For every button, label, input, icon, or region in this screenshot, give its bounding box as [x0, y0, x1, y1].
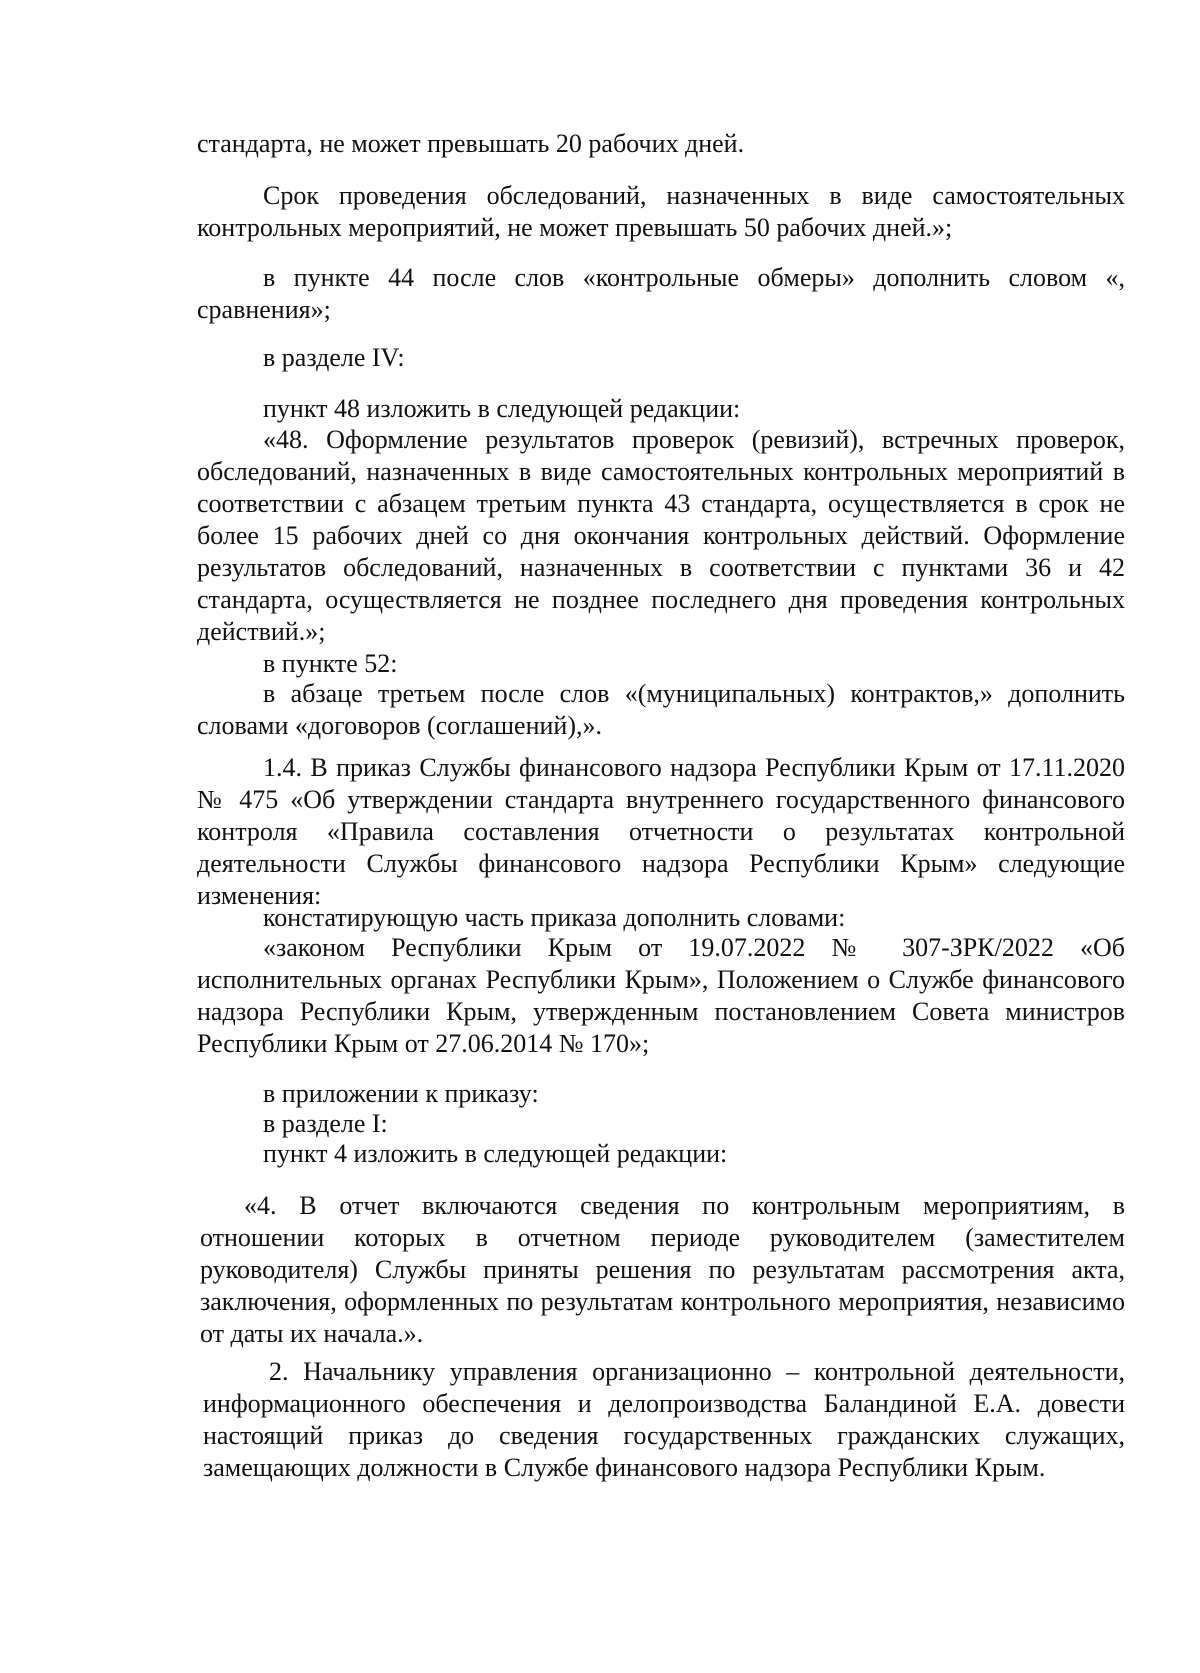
paragraph-point-44: в пункте 44 после слов «контрольные обмеры» дополнить словом «, сравнения»;: [197, 263, 1125, 324]
paragraph-appendix: в приложении к приказу:: [263, 1079, 539, 1108]
paragraph-point-4-intro: пункт 4 изложить в следующей редакции:: [263, 1139, 728, 1168]
paragraph-preamble: констатирующую часть приказа дополнить словами:: [263, 903, 846, 932]
paragraph-standard-end: стандарта, не может превышать 20 рабочих дней.: [197, 129, 745, 158]
paragraph-item-2: 2. Начальнику управления организационно – контрольной деятельности, информационного обеспечения и делопроизводства Баландиной Е.А. довести настоящий приказ до сведения государственных гражданских служащих, замещающих должности в Службе финансового надзора Республики Крым.: [203, 1357, 1125, 1482]
paragraph-point-48-intro: пункт 48 изложить в следующей редакции:: [263, 394, 741, 423]
paragraph-section-iv: в разделе IV:: [263, 343, 405, 372]
paragraph-point-52-text: в абзаце третьем после слов «(муниципальных) контрактов,» дополнить словами «договоров (соглашений),».: [197, 679, 1125, 740]
paragraph-law-reference: «законом Республики Крым от 19.07.2022 № 307-ЗРК/2022 «Об исполнительных органах Республики Крым», Положением о Службе финансового надзора Республики Крым, утвержденным постановлением Совета министров Республики Крым от 27.06.2014 № 170»;: [197, 933, 1125, 1058]
paragraph-1-4: 1.4. В приказ Службы финансового надзора Республики Крым от 17.11.2020 № 475 «Об утверждении стандарта внутреннего государственного финансового контроля «Правила составления отчетности о результатах контрольной деятельности Службы финансового надзора Республики Крым» следующие изменения:: [197, 753, 1125, 910]
paragraph-survey-term: Срок проведения обследований, назначенных в виде самостоятельных контрольных мероприятий, не может превышать 50 рабочих дней.»;: [197, 181, 1125, 242]
paragraph-point-52: в пункте 52:: [263, 649, 398, 678]
paragraph-section-i: в разделе I:: [263, 1109, 388, 1138]
paragraph-point-4-text: «4. В отчет включаются сведения по контрольным мероприятиям, в отношении которых в отчетном периоде руководителем (заместителем руководителя) Службы приняты решения по результатам рассмотрения акта, заключения, оформленных по результатам контрольного мероприятия, независимо от даты их начала.».: [200, 1191, 1125, 1348]
paragraph-point-48-text: «48. Оформление результатов проверок (ревизий), встречных проверок, обследований, назначенных в виде самостоятельных контрольных мероприятий в соответствии с абзацем третьим пункта 43 стандарта, осуществляется в срок не более 15 рабочих дней со дня окончания контрольных действий. Оформление результатов обследований, назначенных в соответствии с пунктами 36 и 42 стандарта, осуществляется не позднее последнего дня проведения контрольных действий.»;: [197, 425, 1125, 646]
